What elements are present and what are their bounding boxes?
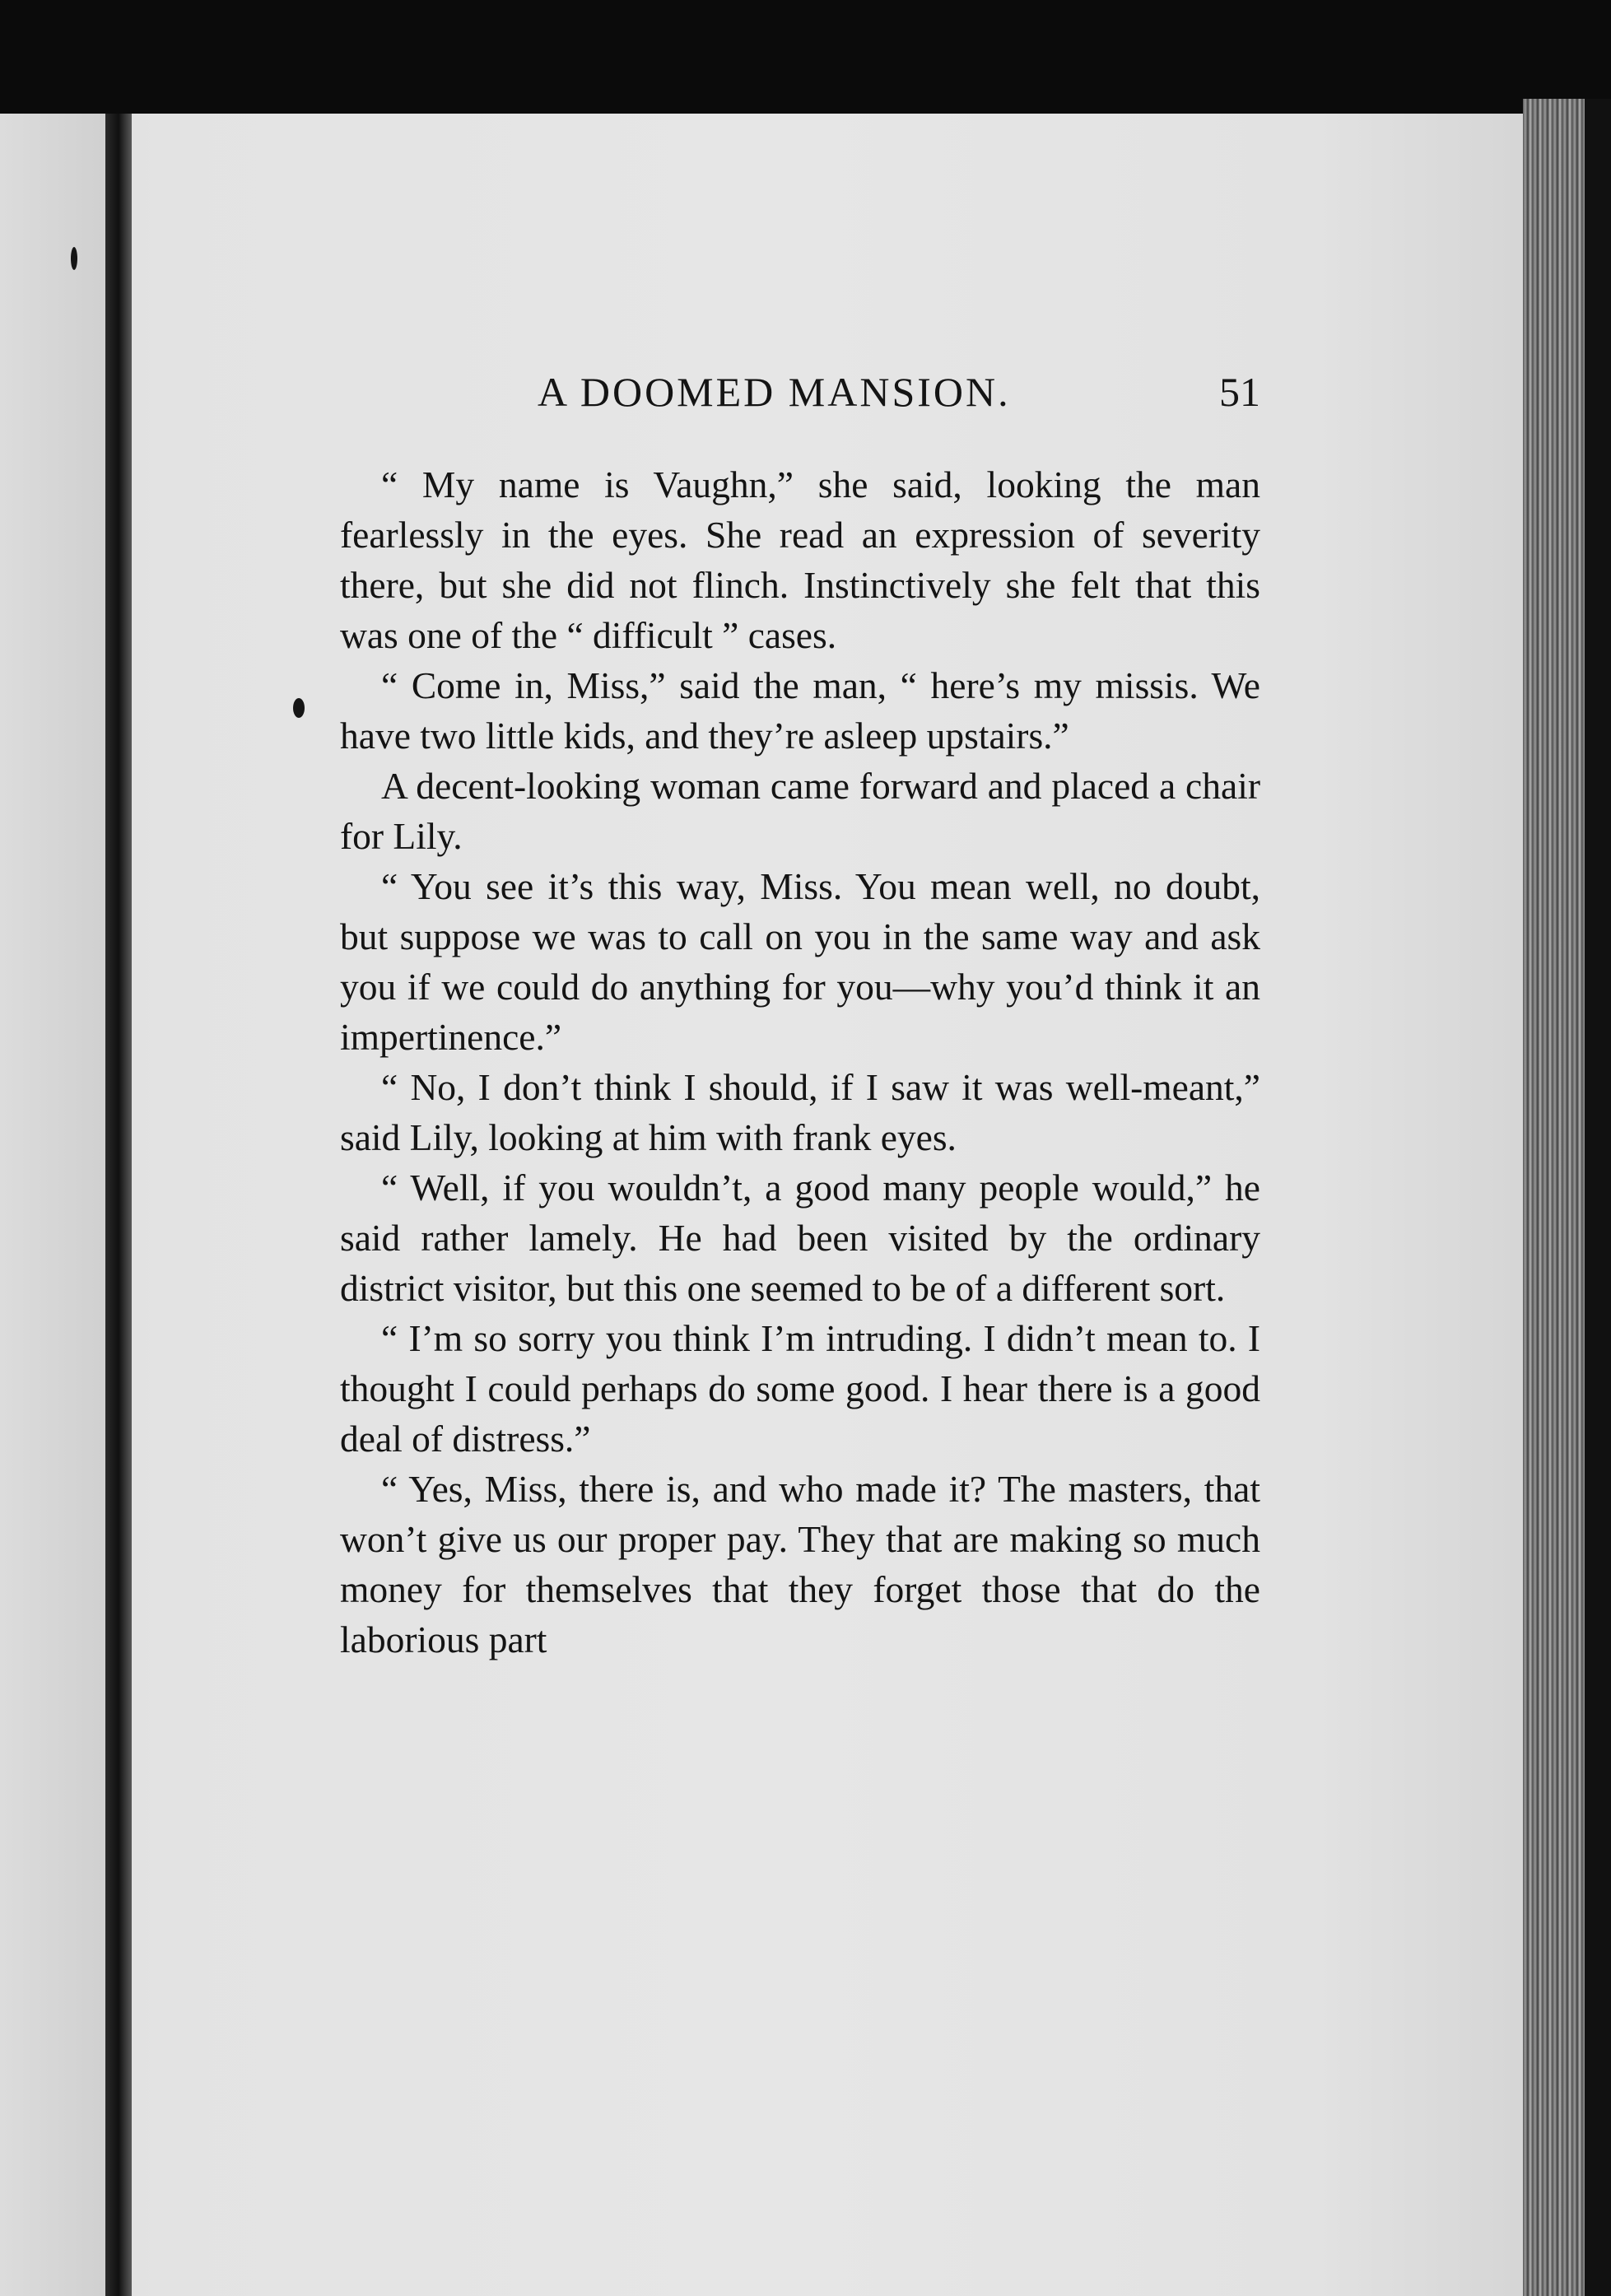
paragraph: “ No, I don’t think I should, if I saw it was well-meant,” said Lily, looking at him with frank eyes. (340, 1066, 1260, 1158)
paragraph: “ You see it’s this way, Miss. You mean well, no doubt, but suppose we was to call on you in the same way and ask you if we could do anything for you—why you’d think it an impertinence.” (340, 865, 1260, 1058)
paragraph: “ Come in, Miss,” said the man, “ here’s my missis. We have two little kids, and they’re asleep upstairs.” (340, 664, 1260, 757)
paragraph: “ I’m so sorry you think I’m intruding. I didn’t mean to. I thought I could perhaps do some good. I hear there is a good deal of distress.” (340, 1317, 1260, 1460)
ink-mark (293, 698, 305, 718)
running-head (340, 362, 1260, 421)
ink-mark (71, 247, 77, 270)
paragraph: A decent-looking woman came forward and placed a chair for Lily. (340, 765, 1260, 857)
paragraph: “ Yes, Miss, there is, and who made it? The masters, that won’t give us our proper pay. They that are making so much money for themselves that they forget those that do the laborious part (340, 1468, 1260, 1660)
page-text (340, 362, 1260, 1665)
book-gutter (105, 114, 132, 2296)
page-stack-edge (1523, 99, 1585, 2296)
facing-page-edge (0, 114, 105, 2296)
paragraph: “ My name is Vaughn,” she said, looking the man fearlessly in the eyes. She read an expression of severity there, but she did not flinch. Instinctively she felt that this was one of the “ difficult ” cases. (340, 463, 1260, 656)
paragraph: “ Well, if you wouldn’t, a good many people would,” he said rather lamely. He had been visited by the ordinary district visitor, but this one seemed to be of a different sort. (340, 1167, 1260, 1309)
page-number: 51 (1219, 369, 1260, 415)
scan-border (1585, 99, 1611, 2296)
running-title: A DOOMED MANSION. (538, 369, 1011, 415)
